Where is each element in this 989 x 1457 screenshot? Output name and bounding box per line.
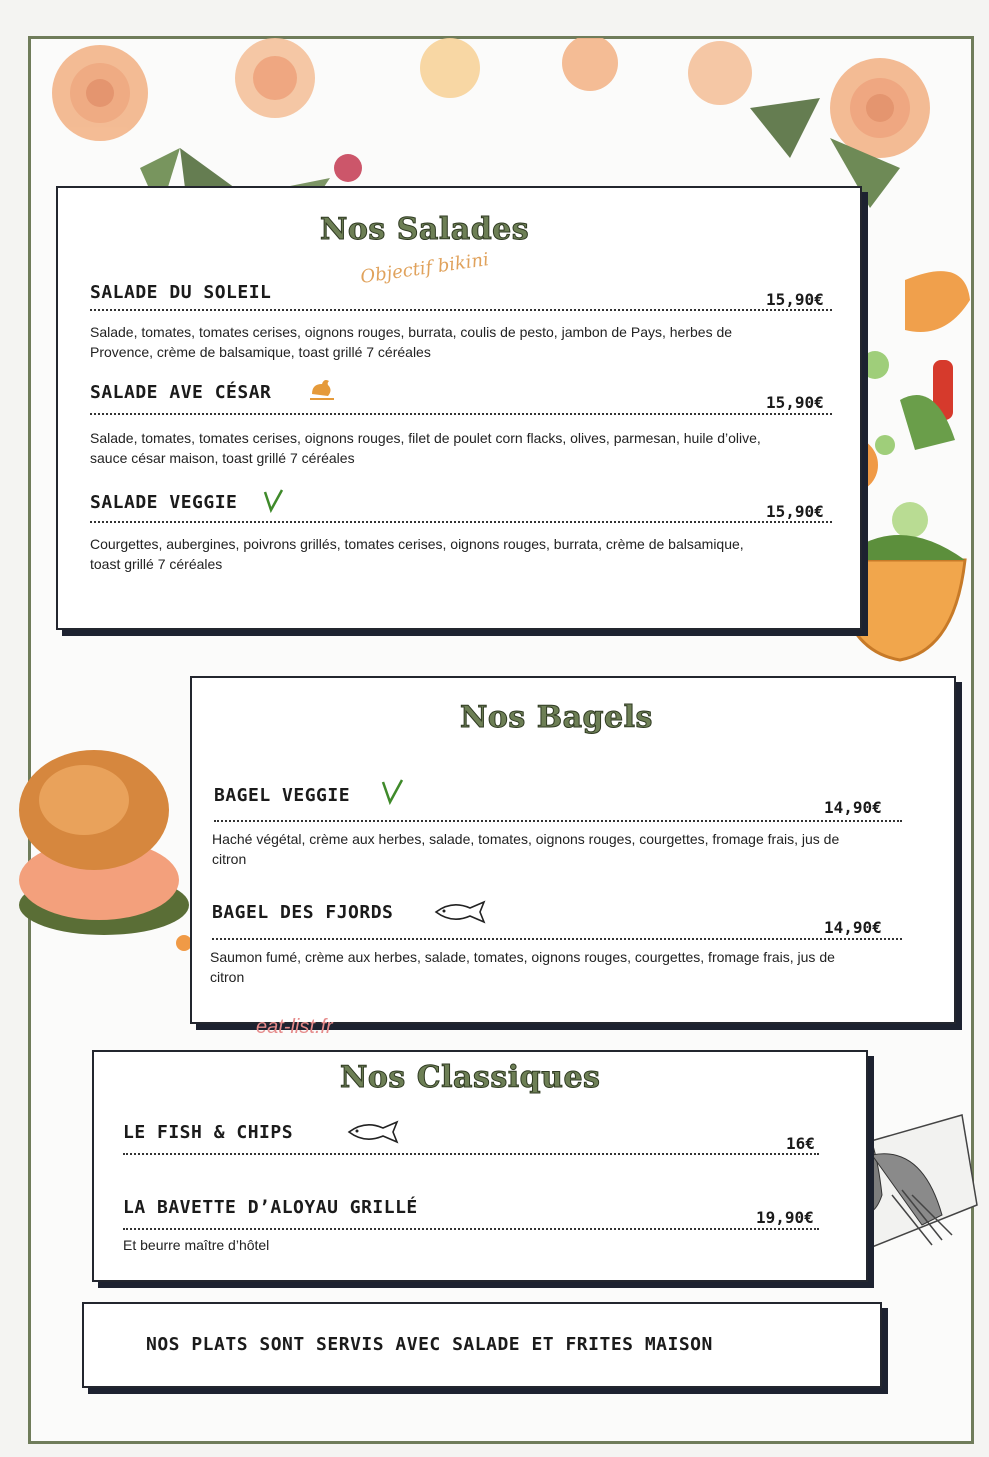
fish-icon bbox=[432, 900, 488, 924]
watermark: eat-list.fr bbox=[256, 1016, 333, 1038]
fish-chips-leader bbox=[123, 1153, 819, 1155]
bagel-veggie-name: BAGEL VEGGIE bbox=[214, 785, 351, 806]
salade-veggie-description: Courgettes, aubergines, poivrons grillés, tomates cerises, oignons rouges, burrata, crème de balsamique, toast grillé 7 céréales bbox=[90, 536, 744, 572]
fish-chips-price: 16€ bbox=[786, 1134, 815, 1153]
bagel-fjords-name: BAGEL DES FJORDS bbox=[212, 902, 394, 923]
bagel-fjords-price: 14,90€ bbox=[824, 918, 882, 937]
chicken-icon bbox=[308, 376, 336, 402]
veggie-icon bbox=[262, 488, 286, 514]
salade-veggie-leader bbox=[90, 521, 832, 523]
bagel-veggie-description: Haché végétal, crème aux herbes, salade, tomates, oignons rouges, courgettes, fromage frais, jus de citron bbox=[212, 831, 840, 867]
classiques-title: Nos Classiques bbox=[340, 1060, 601, 1095]
salade-veggie-name: SALADE VEGGIE bbox=[90, 492, 238, 513]
bavette-name: LA BAVETTE D’ALOYAU GRILLÉ bbox=[123, 1197, 418, 1218]
fish-icon bbox=[345, 1120, 401, 1144]
salade-soleil-price: 15,90€ bbox=[766, 290, 824, 309]
salade-veggie-price: 15,90€ bbox=[766, 502, 824, 521]
salades-title: Nos Salades bbox=[320, 212, 530, 247]
bavette-leader bbox=[123, 1228, 819, 1230]
veggie-icon bbox=[380, 778, 406, 806]
bagel-fjords-description: Saumon fumé, crème aux herbes, salade, tomates, oignons rouges, courgettes, fromage frais, jus de citron bbox=[210, 949, 835, 985]
bagel-illustration bbox=[14, 730, 194, 960]
salade-soleil-leader bbox=[90, 309, 832, 311]
salade-cesar-name: SALADE AVE CÉSAR bbox=[90, 382, 272, 403]
salade-cesar-price: 15,90€ bbox=[766, 393, 824, 412]
salade-soleil-name: SALADE DU SOLEIL bbox=[90, 282, 272, 303]
salade-soleil-description: Salade, tomates, tomates cerises, oignons rouges, burrata, coulis de pesto, jambon de Pays, herbes de Provence, crème de balsamique, toast grillé 7 céréales bbox=[90, 324, 733, 360]
footer-note: NOS PLATS SONT SERVIS AVEC SALADE ET FRITES MAISON bbox=[146, 1334, 713, 1355]
salade-cesar-description: Salade, tomates, tomates cerises, oignons rouges, filet de poulet corn flacks, olives, parmesan, huile d’olive, sauce césar maison, toast grillé 7 céréales bbox=[90, 430, 761, 466]
bavette-description: Et beurre maître d’hôtel bbox=[123, 1237, 270, 1253]
bagel-fjords-leader bbox=[212, 938, 902, 940]
salades-subtitle: Objectif bikini bbox=[359, 249, 491, 288]
fish-chips-name: LE FISH & CHIPS bbox=[123, 1122, 294, 1143]
bagel-veggie-leader bbox=[214, 820, 902, 822]
bagel-veggie-price: 14,90€ bbox=[824, 798, 882, 817]
salade-cesar-leader bbox=[90, 413, 832, 415]
bagels-title: Nos Bagels bbox=[460, 700, 653, 735]
bavette-price: 19,90€ bbox=[756, 1208, 814, 1227]
